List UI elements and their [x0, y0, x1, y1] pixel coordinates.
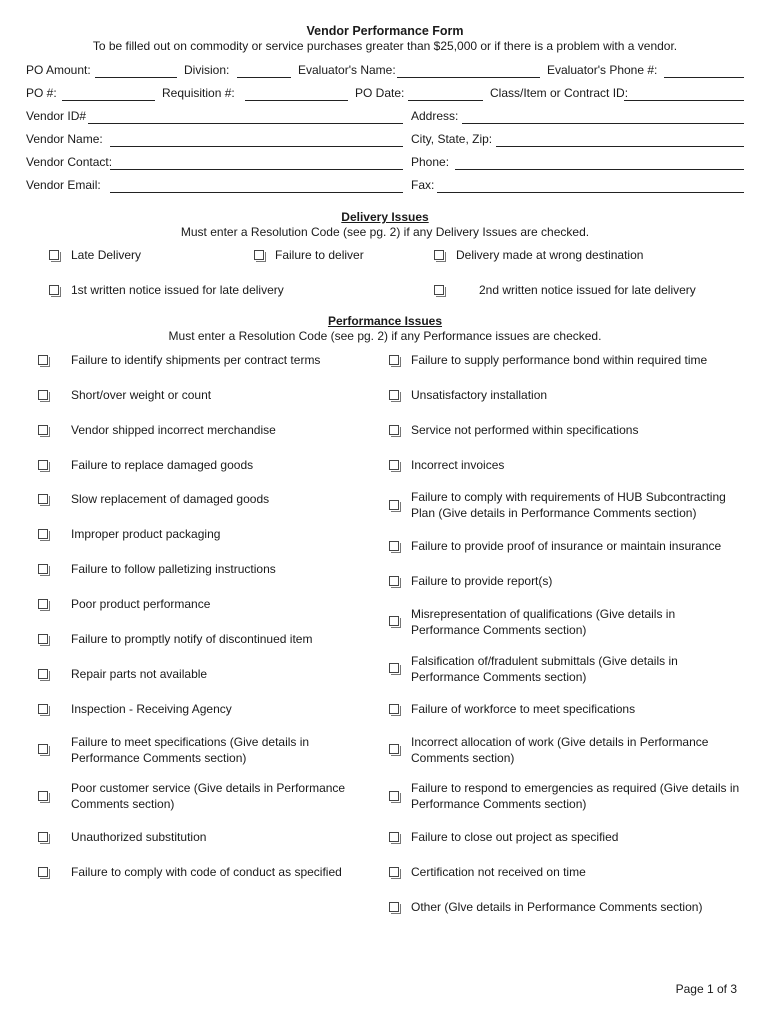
po-amount-field[interactable] — [95, 77, 177, 78]
delivery-checkbox[interactable] — [254, 250, 264, 260]
performance-checkbox[interactable] — [38, 425, 48, 435]
performance-right-item: Performance Comments section) — [411, 670, 587, 684]
city-state-zip-field[interactable] — [496, 146, 744, 147]
fax-label: Fax: — [411, 178, 435, 192]
class-item-label: Class/Item or Contract ID: — [490, 86, 629, 100]
performance-right-item: Failure to provide report(s) — [411, 574, 553, 588]
performance-left-item: Failure to identify shipments per contract terms — [71, 353, 321, 367]
performance-left-item: Poor customer service (Give details in Performance — [71, 781, 346, 795]
evaluator-name-field[interactable] — [397, 77, 540, 78]
performance-checkbox[interactable] — [38, 494, 48, 504]
evaluator-name-label: Evaluator's Name: — [298, 63, 396, 77]
delivery-checkbox[interactable] — [49, 285, 59, 295]
vendor-email-label: Vendor Email: — [26, 178, 101, 192]
performance-checkbox[interactable] — [38, 564, 48, 574]
performance-right-item: Performance Comments section) — [411, 623, 587, 637]
performance-right-item: Failure of workforce to meet specifications — [411, 702, 636, 716]
performance-right-item: Failure to provide proof of insurance or maintain insurance — [411, 539, 722, 553]
performance-checkbox[interactable] — [38, 355, 48, 365]
performance-checkbox[interactable] — [389, 832, 399, 842]
performance-checkbox[interactable] — [38, 529, 48, 539]
performance-right-item: Plan (Give details in Performance Comments section) — [411, 506, 697, 520]
performance-left-item: Failure to replace damaged goods — [71, 458, 254, 472]
evaluator-phone-field[interactable] — [664, 77, 744, 78]
performance-checkbox[interactable] — [389, 744, 399, 754]
performance-checkbox[interactable] — [389, 355, 399, 365]
delivery-heading: Delivery Issues — [341, 210, 429, 224]
page-number: Page 1 of 3 — [675, 982, 737, 996]
performance-left-item: Repair parts not available — [71, 667, 208, 681]
performance-left-item: Slow replacement of damaged goods — [71, 492, 270, 506]
delivery-item-1st-notice: 1st written notice issued for late delivery — [71, 283, 284, 297]
performance-right-item: Failure to respond to emergencies as required (Give details in — [411, 781, 740, 795]
performance-right-item: Misrepresentation of qualifications (Give details in — [411, 607, 676, 621]
delivery-checkbox[interactable] — [434, 285, 444, 295]
form-subtitle: To be filled out on commodity or service purchases greater than $25,000 or if there is a problem with a vendor. — [92, 39, 678, 53]
performance-left-item: Short/over weight or count — [71, 388, 212, 402]
performance-right-item: Failure to supply performance bond within required time — [411, 353, 708, 367]
delivery-note: Must enter a Resolution Code (see pg. 2) if any Delivery Issues are checked. — [180, 225, 590, 239]
performance-checkbox[interactable] — [38, 832, 48, 842]
performance-right-item: Service not performed within specifications — [411, 423, 639, 437]
performance-checkbox[interactable] — [38, 669, 48, 679]
performance-checkbox[interactable] — [389, 576, 399, 586]
performance-checkbox[interactable] — [389, 541, 399, 551]
performance-left-item: Failure to meet specifications (Give details in — [71, 735, 310, 749]
performance-left-item: Failure to comply with code of conduct as specified — [71, 865, 342, 879]
po-date-field[interactable] — [408, 100, 483, 101]
fax-field[interactable] — [437, 192, 744, 193]
performance-checkbox[interactable] — [38, 599, 48, 609]
performance-left-item: Improper product packaging — [71, 527, 221, 541]
vendor-id-field[interactable] — [88, 123, 403, 124]
class-item-field[interactable] — [624, 100, 744, 101]
performance-checkbox[interactable] — [38, 791, 48, 801]
performance-checkbox[interactable] — [38, 460, 48, 470]
vendor-name-label: Vendor Name: — [26, 132, 103, 146]
delivery-item-late: Late Delivery — [71, 248, 142, 262]
form-title: Vendor Performance Form — [306, 24, 464, 38]
performance-right-item: Incorrect invoices — [411, 458, 505, 472]
performance-left-item: Vendor shipped incorrect merchandise — [71, 423, 276, 437]
city-state-zip-label: City, State, Zip: — [411, 132, 493, 146]
performance-checkbox[interactable] — [38, 390, 48, 400]
performance-checkbox[interactable] — [389, 704, 399, 714]
delivery-item-failure: Failure to deliver — [275, 248, 364, 262]
po-date-label: PO Date: — [355, 86, 405, 100]
division-label: Division: — [184, 63, 230, 77]
performance-right-item: Incorrect allocation of work (Give details in Performance — [411, 735, 709, 749]
vendor-name-field[interactable] — [110, 146, 403, 147]
po-number-field[interactable] — [62, 100, 155, 101]
performance-checkbox[interactable] — [38, 744, 48, 754]
performance-heading: Performance Issues — [327, 314, 443, 328]
performance-checkbox[interactable] — [389, 791, 399, 801]
performance-left-item: Performance Comments section) — [71, 751, 247, 765]
vendor-contact-label: Vendor Contact: — [26, 155, 113, 169]
vendor-contact-field[interactable] — [110, 169, 403, 170]
performance-left-item: Failure to follow palletizing instructions — [71, 562, 276, 576]
performance-left-item: Failure to promptly notify of discontinued item — [71, 632, 313, 646]
phone-field[interactable] — [455, 169, 744, 170]
vendor-id-label: Vendor ID# — [26, 109, 87, 123]
performance-checkbox[interactable] — [389, 425, 399, 435]
performance-checkbox[interactable] — [389, 902, 399, 912]
performance-right-item: Failure to close out project as specified — [411, 830, 619, 844]
evaluator-phone-label: Evaluator's Phone #: — [547, 63, 658, 77]
performance-right-item: Unsatisfactory installation — [411, 388, 548, 402]
performance-right-item: Failure to comply with requirements of HUB Subcontracting — [411, 490, 726, 504]
performance-right-item: Performance Comments section) — [411, 797, 587, 811]
address-field[interactable] — [462, 123, 744, 124]
vendor-email-field[interactable] — [110, 192, 403, 193]
performance-right-item: Certification not received on time — [411, 865, 586, 879]
performance-checkbox[interactable] — [389, 616, 399, 626]
performance-checkbox[interactable] — [389, 390, 399, 400]
performance-right-item: Other (Glve details in Performance Comments section) — [411, 900, 703, 914]
delivery-item-2nd-notice: 2nd written notice issued for late delivery — [479, 283, 696, 297]
po-number-label: PO #: — [26, 86, 57, 100]
performance-note: Must enter a Resolution Code (see pg. 2) if any Performance issues are checked. — [168, 329, 602, 343]
performance-checkbox[interactable] — [389, 460, 399, 470]
po-amount-label: PO Amount: — [26, 63, 91, 77]
division-field[interactable] — [237, 77, 291, 78]
performance-left-item: Unauthorized substitution — [71, 830, 207, 844]
performance-right-item: Comments section) — [411, 751, 515, 765]
phone-label: Phone: — [411, 155, 450, 169]
performance-checkbox[interactable] — [38, 634, 48, 644]
performance-left-item: Comments section) — [71, 797, 175, 811]
address-label: Address: — [411, 109, 459, 123]
requisition-label: Requisition #: — [162, 86, 235, 100]
performance-checkbox[interactable] — [389, 500, 399, 510]
performance-checkbox[interactable] — [389, 663, 399, 673]
performance-left-item: Inspection - Receiving Agency — [71, 702, 232, 716]
delivery-checkbox[interactable] — [49, 250, 59, 260]
performance-checkbox[interactable] — [38, 704, 48, 714]
requisition-field[interactable] — [245, 100, 348, 101]
performance-right-item: Falsification of/fradulent submittals (Give details in — [411, 654, 678, 668]
delivery-checkbox[interactable] — [434, 250, 444, 260]
delivery-item-wrong-destination: Delivery made at wrong destination — [456, 248, 644, 262]
performance-checkbox[interactable] — [389, 867, 399, 877]
performance-checkbox[interactable] — [38, 867, 48, 877]
performance-left-item: Poor product performance — [71, 597, 211, 611]
